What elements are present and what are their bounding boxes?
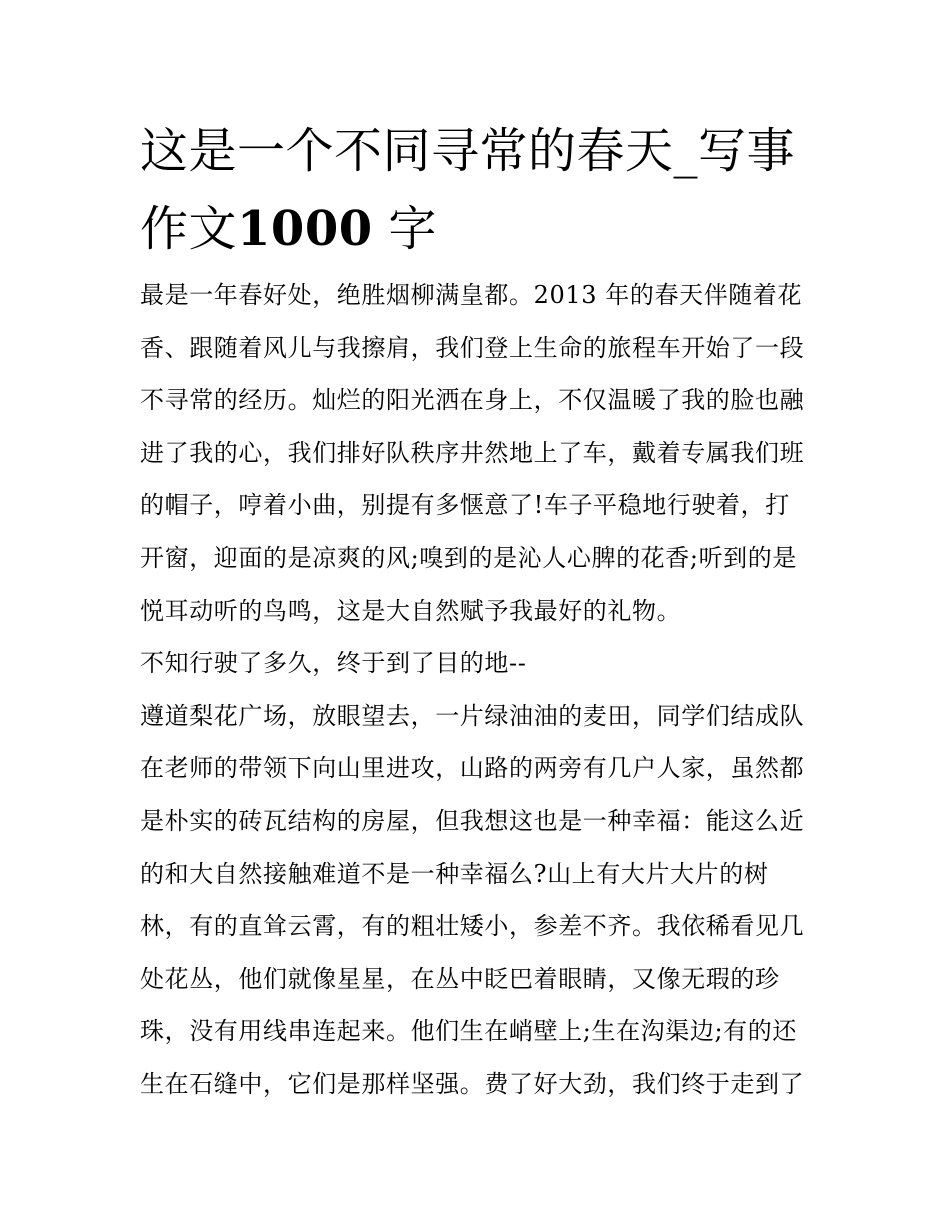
title-line-2-number: 1000 bbox=[237, 201, 373, 257]
article-body bbox=[140, 280, 820, 1122]
body-line: 开窗，迎面的是凉爽的风;嗅到的是沁人心脾的花香;听到的是 bbox=[140, 543, 797, 572]
body-line: 在老师的带领下向山里进攻，山路的两旁有几户人家，虽然都 bbox=[140, 754, 805, 783]
title-line-2-prefix: 作文 bbox=[140, 201, 238, 257]
title-line-2-suffix: 字 bbox=[372, 201, 437, 257]
body-line: 林，有的直耸云霄，有的粗壮矮小，参差不齐。我依稀看见几 bbox=[140, 912, 805, 941]
body-line: 处花丛，他们就像星星，在丛中眨巴着眼睛，又像无瑕的珍 bbox=[140, 964, 780, 993]
body-line: 香、跟随着风儿与我擦肩，我们登上生命的旅程车开始了一段 bbox=[140, 333, 805, 362]
body-line: 是朴实的砖瓦结构的房屋，但我想这也是一种幸福：能这么近 bbox=[140, 806, 805, 835]
body-line: 不知行驶了多久，终于到了目的地-- bbox=[140, 649, 527, 678]
body-line: 的帽子，哼着小曲，别提有多惬意了!车子平稳地行驶着，打 bbox=[140, 491, 790, 520]
body-line: 生在石缝中，它们是那样坚强。费了好大劲，我们终于走到了 bbox=[140, 1069, 805, 1098]
body-line: 的和大自然接触难道不是一种幸福么?山上有大片大片的树 bbox=[140, 859, 769, 888]
body-line: 最是一年春好处，绝胜烟柳满皇都。2013 年的春天伴随着花 bbox=[140, 281, 803, 309]
body-line: 悦耳动听的鸟鸣，这是大自然赋予我最好的礼物。 bbox=[140, 596, 682, 625]
page-title bbox=[140, 112, 820, 268]
body-line: 遵道梨花广场，放眼望去，一片绿油油的麦田，同学们结成队 bbox=[140, 701, 805, 730]
body-line: 不寻常的经历。灿烂的阳光洒在身上，不仅温暖了我的脸也融 bbox=[140, 386, 805, 415]
body-line: 珠，没有用线串连起来。他们生在峭壁上;生在沟渠边;有的还 bbox=[140, 1017, 797, 1046]
body-line: 进了我的心，我们排好队秩序井然地上了车，戴着专属我们班 bbox=[140, 438, 805, 467]
title-line-1: 这是一个不同寻常的春天_写事 bbox=[140, 123, 796, 179]
